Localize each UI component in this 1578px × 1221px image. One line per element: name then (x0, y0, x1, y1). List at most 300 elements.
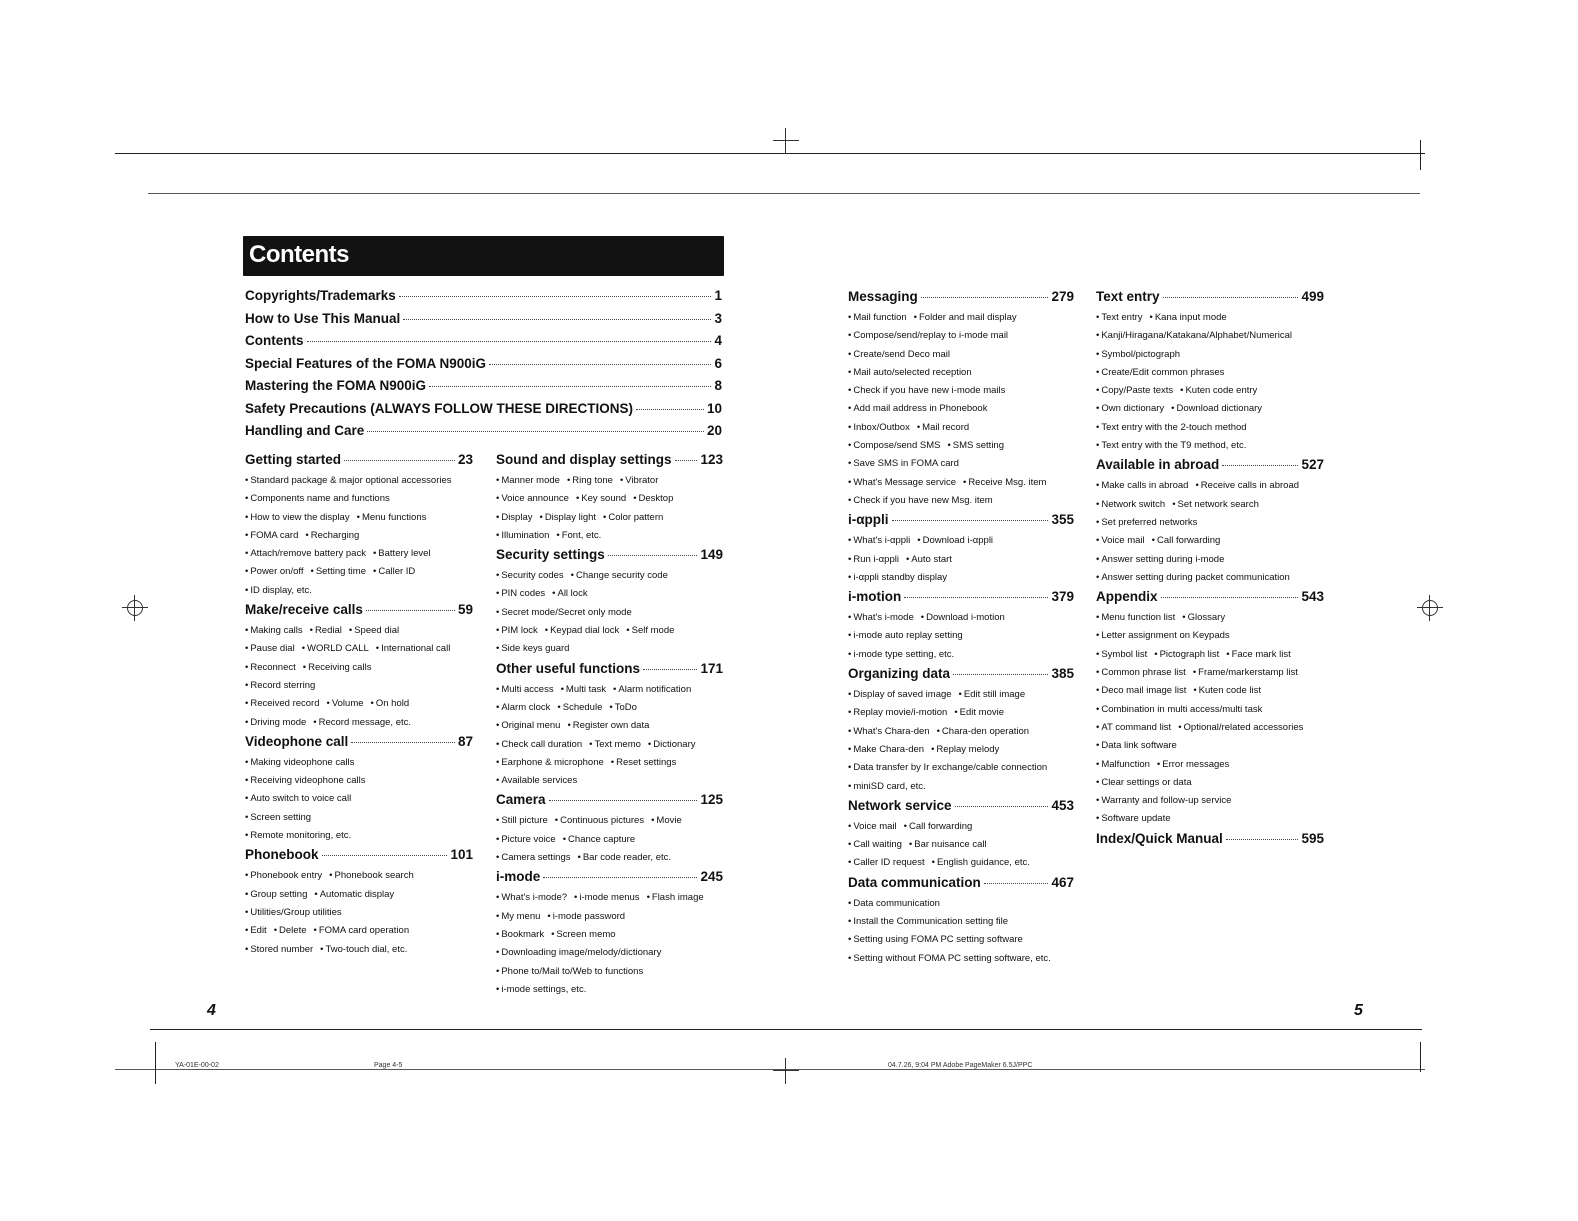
subitem: • Glossary (1182, 612, 1225, 623)
toc-entry-title: Contents (245, 333, 304, 348)
subitem: • Kana input mode (1150, 312, 1227, 323)
section-page: 527 (1301, 457, 1324, 473)
subitem: • Compose/send SMS (848, 440, 940, 451)
section-subitems-line (245, 640, 473, 658)
section-subitems-line (848, 759, 1074, 777)
section-heading[interactable] (848, 666, 1074, 686)
section-heading[interactable] (496, 452, 723, 472)
subitem: • Speed dial (349, 625, 399, 636)
subitem: • Continuous pictures (555, 815, 644, 826)
section-subitems-line (245, 545, 473, 563)
subitem: • Caller ID request (848, 857, 925, 868)
section-heading[interactable] (848, 875, 1074, 895)
section-subitems-line (848, 382, 1074, 400)
subitem: • Face mark list (1226, 649, 1290, 660)
toc-entry-page: 1 (714, 288, 722, 303)
section-page: 125 (700, 792, 723, 808)
section-subitems-line (245, 714, 473, 732)
subitem: • My menu (496, 911, 540, 922)
subitem: • Create/Edit common phrases (1096, 367, 1224, 378)
section-subitems-line (245, 677, 473, 695)
section-subitems-line (1096, 551, 1324, 569)
subitem: • Reset settings (611, 757, 677, 768)
subitem: • Kuten code entry (1180, 385, 1257, 396)
subitem: • Redial (310, 625, 342, 636)
subitem: • Original menu (496, 720, 560, 731)
subitem: • Volume (327, 698, 364, 709)
subitem: • Auto start (906, 554, 952, 565)
subitem: • Multi task (561, 684, 606, 695)
section-heading[interactable] (1096, 289, 1324, 309)
subitem: • Run i-αppli (848, 554, 899, 565)
section-subitems-line (848, 704, 1074, 722)
section-page: 467 (1051, 874, 1074, 890)
subitem: • Mail auto/selected reception (848, 367, 972, 378)
subitem: • Setting time (311, 566, 367, 577)
subitem: • Menu function list (1096, 612, 1175, 623)
section-leader-dots (1161, 597, 1299, 598)
subitem: • Making videophone calls (245, 757, 354, 768)
section-title: Text entry (1096, 289, 1160, 304)
crop-rule-top-2 (148, 193, 1420, 194)
section-title: Network service (848, 797, 952, 813)
section-subitems-line (1096, 627, 1324, 645)
subitem: • i-αppli standby display (848, 572, 947, 583)
section-title: i-αppli (848, 512, 889, 528)
subitem: • Manner mode (496, 475, 560, 486)
section-title: Organizing data (848, 666, 951, 682)
subitem: • Pause dial (245, 643, 295, 654)
toc-entry-page: 6 (714, 355, 722, 371)
subitem: • Combination in multi access/multi task (1096, 704, 1262, 715)
section-subitems-line (496, 699, 723, 717)
subitem: • All lock (552, 588, 587, 599)
subitem: • Receiving calls (303, 662, 372, 673)
registration-circle-left (127, 600, 143, 616)
section-page: 87 (457, 733, 473, 749)
subitem: • Edit (245, 925, 267, 936)
subitem: • Make calls in abroad (1096, 480, 1188, 491)
section-heading[interactable] (848, 798, 1074, 818)
section-heading[interactable] (496, 869, 723, 889)
section-subitems-line (1096, 327, 1324, 345)
toc-entry[interactable] (245, 311, 722, 334)
section-title: Videophone call (245, 733, 349, 749)
section-leader-dots (953, 674, 1048, 675)
section-subitems-line (1096, 646, 1324, 664)
section-subitems-line (1096, 437, 1324, 455)
subitem: • Delete (274, 925, 307, 936)
subitem: • Desktop (633, 493, 673, 504)
section-heading[interactable] (1096, 831, 1324, 851)
section-subitems-line (496, 754, 723, 772)
section-title: Index/Quick Manual (1096, 830, 1223, 846)
subitem: • Software update (1096, 813, 1171, 824)
section-title: i-motion (848, 589, 902, 605)
contents-header (243, 236, 724, 276)
section-title: i-mode (496, 869, 541, 885)
subitem: • Group setting (245, 889, 307, 900)
section-subitems-line (848, 836, 1074, 854)
section-subitems-line (245, 790, 473, 808)
subitem: • Remote monitoring, etc. (245, 830, 351, 841)
subitem: • SMS setting (947, 440, 1004, 451)
page-title: Contents (249, 241, 349, 268)
toc-leader-dots (403, 319, 711, 320)
subitem: • What's Message service (848, 477, 956, 488)
subitem: • Kanji/Hiragana/Katakana/Alphabet/Numerical (1096, 330, 1292, 341)
section-leader-dots (984, 883, 1049, 884)
subitem: • Phonebook entry (245, 870, 322, 881)
section-subitems-line (1096, 514, 1324, 532)
subitem: • Call forwarding (904, 821, 973, 832)
section-heading[interactable] (245, 602, 473, 622)
subitem: • Register own data (567, 720, 649, 731)
section-leader-dots (955, 806, 1049, 807)
section-heading[interactable] (848, 289, 1074, 309)
toc-entry[interactable] (245, 378, 722, 401)
toc-entry-title: Mastering the FOMA N900iG (245, 378, 427, 393)
section-subitems-line (1096, 400, 1324, 418)
subitem: • What's i-mode? (496, 892, 567, 903)
section-leader-dots (366, 610, 455, 611)
section-subitems-line (1096, 810, 1324, 828)
section-heading[interactable] (245, 734, 473, 754)
crop-rule-bottom (150, 1029, 1422, 1030)
subitem: • Network switch (1096, 499, 1165, 510)
toc-entry-page: 8 (714, 378, 722, 393)
section-subitems-line (245, 941, 473, 959)
section-subitems-line (245, 472, 473, 490)
toc-leader-dots (367, 431, 704, 432)
section-title: Appendix (1096, 589, 1158, 605)
section-subitems-line (245, 886, 473, 904)
section-subitems-line (848, 931, 1074, 949)
subitem: • Malfunction (1096, 759, 1150, 770)
section-subitems-line (496, 963, 723, 981)
crop-corner-tl (155, 1042, 156, 1084)
subitem: • Utilities/Group utilities (245, 907, 342, 918)
subitem: • Make Chara-den (848, 744, 924, 755)
subitem: • Error messages (1157, 759, 1229, 770)
section-subitems-line (848, 364, 1074, 382)
section-subitems-line (496, 490, 723, 508)
toc-leader-dots (307, 341, 712, 342)
subitem: • Check if you have new Msg. item (848, 495, 993, 506)
subitem: • Text entry (1096, 312, 1143, 323)
toc-entry[interactable] (245, 356, 722, 379)
section-subitems-line (245, 622, 473, 640)
crop-corner-br (1420, 1042, 1421, 1072)
toc-entry-page: 4 (714, 333, 722, 348)
subitem: • Own dictionary (1096, 403, 1164, 414)
section-leader-dots (1163, 297, 1299, 298)
crop-rule-top (115, 153, 1425, 154)
footer-doc-id: YA-01E-00-02 (175, 1062, 219, 1069)
subitem: • Copy/Paste texts (1096, 385, 1173, 396)
subitem: • Secret mode/Secret only mode (496, 607, 632, 618)
subitem: • Received record (245, 698, 320, 709)
subitem: • Multi access (496, 684, 554, 695)
subitem: • How to view the display (245, 512, 350, 523)
section-page: 499 (1301, 289, 1324, 304)
toc-entry-title: Copyrights/Trademarks (245, 288, 396, 303)
section-subitems-line (848, 950, 1074, 968)
subitem: • Illumination (496, 530, 549, 541)
subitem: • miniSD card, etc. (848, 781, 926, 792)
section-heading[interactable] (1096, 457, 1324, 477)
section-subitems-line (245, 754, 473, 772)
subitem: • Text entry with the 2-touch method (1096, 422, 1247, 433)
toc-entry[interactable] (245, 423, 722, 446)
subitem: • Change security code (571, 570, 668, 581)
section-page: 171 (700, 660, 723, 676)
subitem: • Voice mail (1096, 535, 1145, 546)
subitem: • FOMA card (245, 530, 298, 541)
section-subitems-line (245, 904, 473, 922)
section-leader-dots (322, 855, 448, 856)
section-leader-dots (549, 800, 698, 801)
section-page: 385 (1051, 666, 1074, 682)
section-heading[interactable] (1096, 589, 1324, 609)
subitem: • Recharging (305, 530, 359, 541)
subitem: • Symbol list (1096, 649, 1147, 660)
contents-column-2 (496, 450, 723, 999)
subitem: • i-mode password (547, 911, 625, 922)
subitem: • Alarm notification (613, 684, 691, 695)
subitem: • International call (376, 643, 451, 654)
subitem: • Setting using FOMA PC setting software (848, 934, 1023, 945)
toc-entry-page: 10 (706, 400, 722, 416)
section-heading[interactable] (496, 792, 723, 812)
subitem: • Driving mode (245, 717, 306, 728)
section-title: Available in abroad (1096, 457, 1220, 473)
page-number-left: 4 (207, 1002, 216, 1019)
section-subitems-line (848, 723, 1074, 741)
section-leader-dots (675, 460, 698, 461)
toc-leader-dots (429, 386, 711, 387)
subitem: • Auto switch to voice call (245, 793, 351, 804)
section-subitems-line (1096, 737, 1324, 755)
section-subitems-line (848, 741, 1074, 759)
subitem: • Save SMS in FOMA card (848, 458, 959, 469)
section-subitems-line (1096, 719, 1324, 737)
section-heading[interactable] (245, 847, 473, 867)
section-subitems-line (848, 346, 1074, 364)
subitem: • Two-touch dial, etc. (320, 944, 407, 955)
toc-entry[interactable] (245, 288, 722, 311)
section-subitems-line (245, 827, 473, 845)
subitem: • Display (496, 512, 532, 523)
section-subitems-line (1096, 682, 1324, 700)
section-subitems-line (1096, 792, 1324, 810)
section-title: Phonebook (245, 847, 319, 863)
section-subitems-line (496, 622, 723, 640)
toc-leader-dots (636, 409, 704, 410)
subitem: • PIM lock (496, 625, 538, 636)
section-leader-dots (608, 555, 698, 556)
section-page: 453 (1051, 797, 1074, 813)
subitem: • Mail record (917, 422, 969, 433)
subitem: • Font, etc. (556, 530, 601, 541)
subitem: • Letter assignment on Keypads (1096, 630, 1230, 641)
section-page: 245 (700, 869, 723, 885)
subitem: • Chara-den operation (937, 726, 1029, 737)
subitem: • Voice mail (848, 821, 897, 832)
subitem: • Inbox/Outbox (848, 422, 910, 433)
section-subitems-line (1096, 309, 1324, 327)
section-page: 543 (1301, 589, 1324, 605)
subitem: • Common phrase list (1096, 667, 1186, 678)
section-page: 149 (700, 547, 723, 563)
page-number-right: 5 (1354, 1002, 1363, 1019)
section-subitems-line (848, 778, 1074, 796)
subitem: • AT command list (1096, 722, 1171, 733)
section-page: 595 (1301, 830, 1324, 846)
registration-mark-bottom (773, 1058, 799, 1084)
subitem: • Movie (651, 815, 682, 826)
section-title: Messaging (848, 289, 918, 304)
subitem: • Text entry with the T9 method, etc. (1096, 440, 1246, 451)
subitem: • Download i-motion (921, 612, 1005, 623)
section-subitems-line (496, 681, 723, 699)
section-subitems-line (1096, 701, 1324, 719)
main-contents-list (245, 288, 722, 446)
section-subitems-line (245, 527, 473, 545)
section-leader-dots (1222, 465, 1298, 466)
section-subitems-line (245, 922, 473, 940)
subitem: • Voice announce (496, 493, 569, 504)
subitem: • i-mode menus (574, 892, 640, 903)
subitem: • Create/send Deco mail (848, 349, 950, 360)
subitem: • Data link software (1096, 740, 1177, 751)
toc-leader-dots (399, 296, 712, 297)
subitem: • Replay movie/i-motion (848, 707, 947, 718)
section-subitems-line (848, 455, 1074, 473)
subitem: • Receive calls in abroad (1195, 480, 1299, 491)
subitem: • Clear settings or data (1096, 777, 1192, 788)
toc-entry-title: Safety Precautions (ALWAYS FOLLOW THESE DIRECTIONS) (245, 400, 634, 416)
subitem: • Answer setting during i-mode (1096, 554, 1224, 565)
section-subitems-line (245, 509, 473, 527)
section-subitems-line (245, 772, 473, 790)
section-subitems-line (1096, 419, 1324, 437)
subitem: • Replay melody (931, 744, 999, 755)
section-title: Other useful functions (496, 660, 641, 676)
subitem: • Kuten code list (1193, 685, 1261, 696)
subitem: • Edit movie (954, 707, 1004, 718)
subitem: • Security codes (496, 570, 564, 581)
section-title: Camera (496, 792, 546, 808)
section-subitems-line (496, 527, 723, 545)
section-subitems-line (496, 585, 723, 603)
toc-entry-title: Handling and Care (245, 423, 365, 438)
section-title: Security settings (496, 547, 605, 563)
toc-entry[interactable] (245, 401, 722, 424)
crop-corner-tr (1420, 140, 1421, 170)
subitem: • Ring tone (567, 475, 613, 486)
section-subitems-line (848, 646, 1074, 664)
section-leader-dots (351, 742, 455, 743)
toc-entry[interactable] (245, 333, 722, 356)
section-subitems-line (496, 717, 723, 735)
section-subitems-line (848, 532, 1074, 550)
section-subitems-line (848, 627, 1074, 645)
subitem: • Answer setting during packet communication (1096, 572, 1290, 583)
section-subitems-line (1096, 774, 1324, 792)
subitem: • Dictionary (648, 739, 696, 750)
section-subitems-line (496, 926, 723, 944)
subitem: • Alarm clock (496, 702, 550, 713)
section-page: 355 (1051, 512, 1074, 528)
subitem: • Compose/send/replay to i-mode mail (848, 330, 1008, 341)
subitem: • Deco mail image list (1096, 685, 1186, 696)
subitem: • Automatic display (314, 889, 394, 900)
subitem: • Check call duration (496, 739, 582, 750)
section-heading[interactable] (848, 589, 1074, 609)
subitem: • PIN codes (496, 588, 545, 599)
section-subitems-line (245, 695, 473, 713)
section-heading[interactable] (496, 661, 723, 681)
subitem: • Camera settings (496, 852, 571, 863)
section-subitems-line (496, 908, 723, 926)
subitem: • Display of saved image (848, 689, 952, 700)
subitem: • Receive Msg. item (963, 477, 1046, 488)
section-title: Getting started (245, 452, 342, 467)
subitem: • Setting without FOMA PC setting software, etc. (848, 953, 1051, 964)
subitem: • Warranty and follow-up service (1096, 795, 1231, 806)
section-subitems-line (245, 867, 473, 885)
section-heading[interactable] (496, 547, 723, 567)
subitem: • Receiving videophone calls (245, 775, 365, 786)
section-leader-dots (921, 297, 1049, 298)
footer-page-range: Page 4-5 (374, 1062, 403, 1069)
toc-leader-dots (489, 364, 711, 365)
subitem: • Call forwarding (1152, 535, 1221, 546)
section-leader-dots (344, 460, 455, 461)
crop-rule-bottom-2 (115, 1069, 1425, 1070)
section-subitems-line (496, 981, 723, 999)
section-heading[interactable] (245, 452, 473, 472)
section-heading[interactable] (848, 512, 1074, 532)
section-subitems-line (1096, 382, 1324, 400)
subitem: • Vibrator (620, 475, 658, 486)
subitem: • Data communication (848, 898, 940, 909)
subitem: • WORLD CALL (302, 643, 369, 654)
section-subitems-line (245, 809, 473, 827)
section-subitems-line (848, 569, 1074, 587)
section-subitems-line (848, 474, 1074, 492)
subitem: • Text memo (589, 739, 641, 750)
section-page: 123 (700, 452, 723, 467)
subitem: • Phone to/Mail to/Web to functions (496, 966, 643, 977)
toc-entry-title: How to Use This Manual (245, 310, 401, 326)
subitem: • Reconnect (245, 662, 296, 673)
section-page: 59 (457, 602, 473, 618)
section-subitems-line (1096, 532, 1324, 550)
section-subitems-line (1096, 364, 1324, 382)
subitem: • Bar nuisance call (909, 839, 987, 850)
subitem: • Download i-αppli (917, 535, 993, 546)
subitem: • Screen memo (551, 929, 615, 940)
section-subitems-line (848, 400, 1074, 418)
subitem: • i-mode type setting, etc. (848, 649, 954, 660)
section-subitems-line (848, 419, 1074, 437)
subitem: • FOMA card operation (314, 925, 410, 936)
subitem: • Frame/markerstamp list (1193, 667, 1298, 678)
contents-column-1 (245, 450, 473, 959)
subitem: • Optional/related accessories (1178, 722, 1303, 733)
